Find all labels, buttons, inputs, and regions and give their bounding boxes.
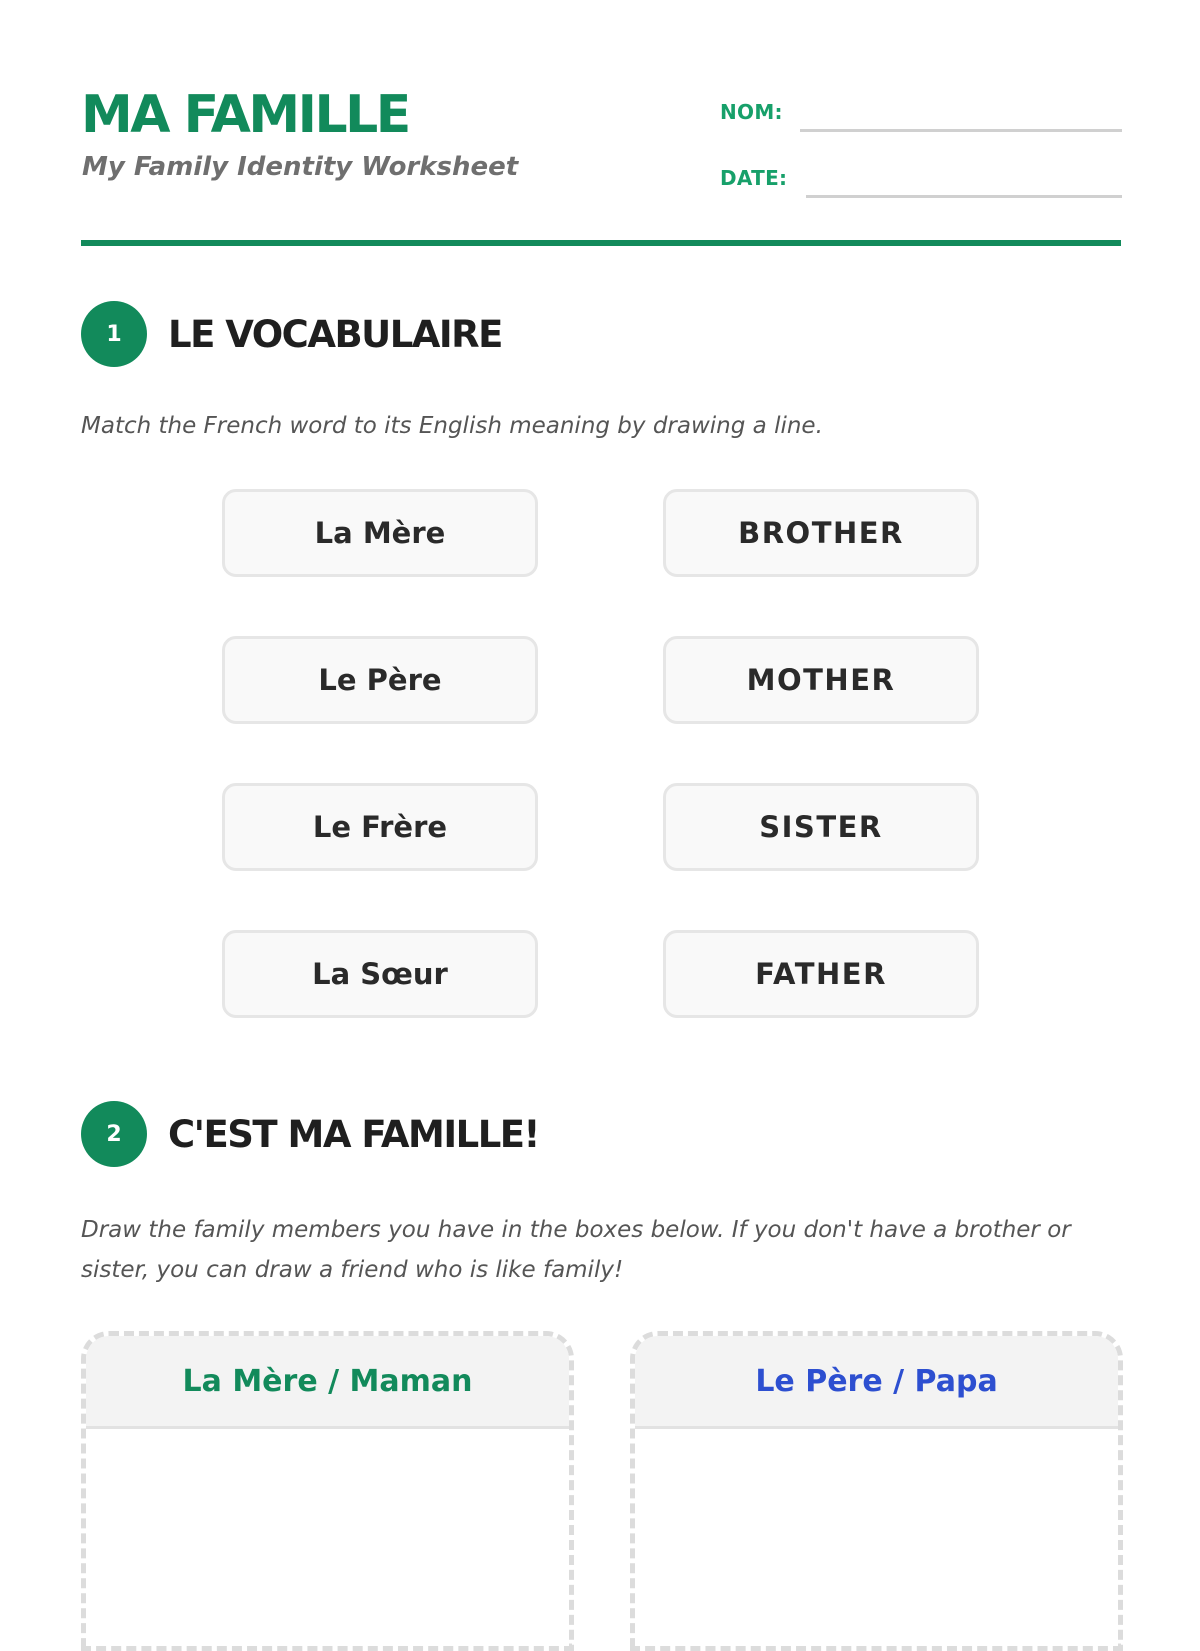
- section-title: C'EST MA FAMILLE!: [168, 1112, 539, 1156]
- english-word-card[interactable]: MOTHER: [663, 636, 979, 724]
- french-word-card[interactable]: Le Frère: [222, 783, 538, 871]
- english-word-card[interactable]: SISTER: [663, 783, 979, 871]
- section-vocabulary-heading: [81, 301, 502, 367]
- header-divider: [81, 240, 1121, 246]
- french-word-card[interactable]: Le Père: [222, 636, 538, 724]
- drawing-box-label: Le Père / Papa: [635, 1336, 1118, 1429]
- section-number-badge: 1: [81, 301, 147, 367]
- name-field-line[interactable]: [800, 129, 1122, 132]
- drawing-area[interactable]: [86, 1429, 569, 1649]
- date-field-line[interactable]: [806, 195, 1122, 198]
- name-field-label: NOM:: [720, 100, 783, 124]
- section-family-heading: [81, 1101, 539, 1167]
- mother-drawing-box[interactable]: [81, 1331, 574, 1651]
- english-word-card[interactable]: FATHER: [663, 930, 979, 1018]
- section-number-badge: 2: [81, 1101, 147, 1167]
- drawing-box-label: La Mère / Maman: [86, 1336, 569, 1429]
- french-word-card[interactable]: La Mère: [222, 489, 538, 577]
- vocabulary-instruction: Match the French word to its English meaning by drawing a line.: [81, 413, 823, 439]
- date-field-label: DATE:: [720, 166, 788, 190]
- drawing-area[interactable]: [635, 1429, 1118, 1649]
- page-subtitle: My Family Identity Worksheet: [82, 152, 519, 182]
- worksheet-header: [81, 84, 1121, 204]
- date-field[interactable]: [720, 158, 1122, 198]
- family-instruction: Draw the family members you have in the boxes below. If you don't have a brother or sister, you can draw a friend who is like family!: [81, 1217, 1071, 1283]
- page-title: MA FAMILLE: [81, 85, 409, 145]
- name-field[interactable]: [720, 92, 1122, 132]
- french-word-card[interactable]: La Sœur: [222, 930, 538, 1018]
- father-drawing-box[interactable]: [630, 1331, 1123, 1651]
- english-word-card[interactable]: BROTHER: [663, 489, 979, 577]
- section-title: LE VOCABULAIRE: [168, 312, 502, 356]
